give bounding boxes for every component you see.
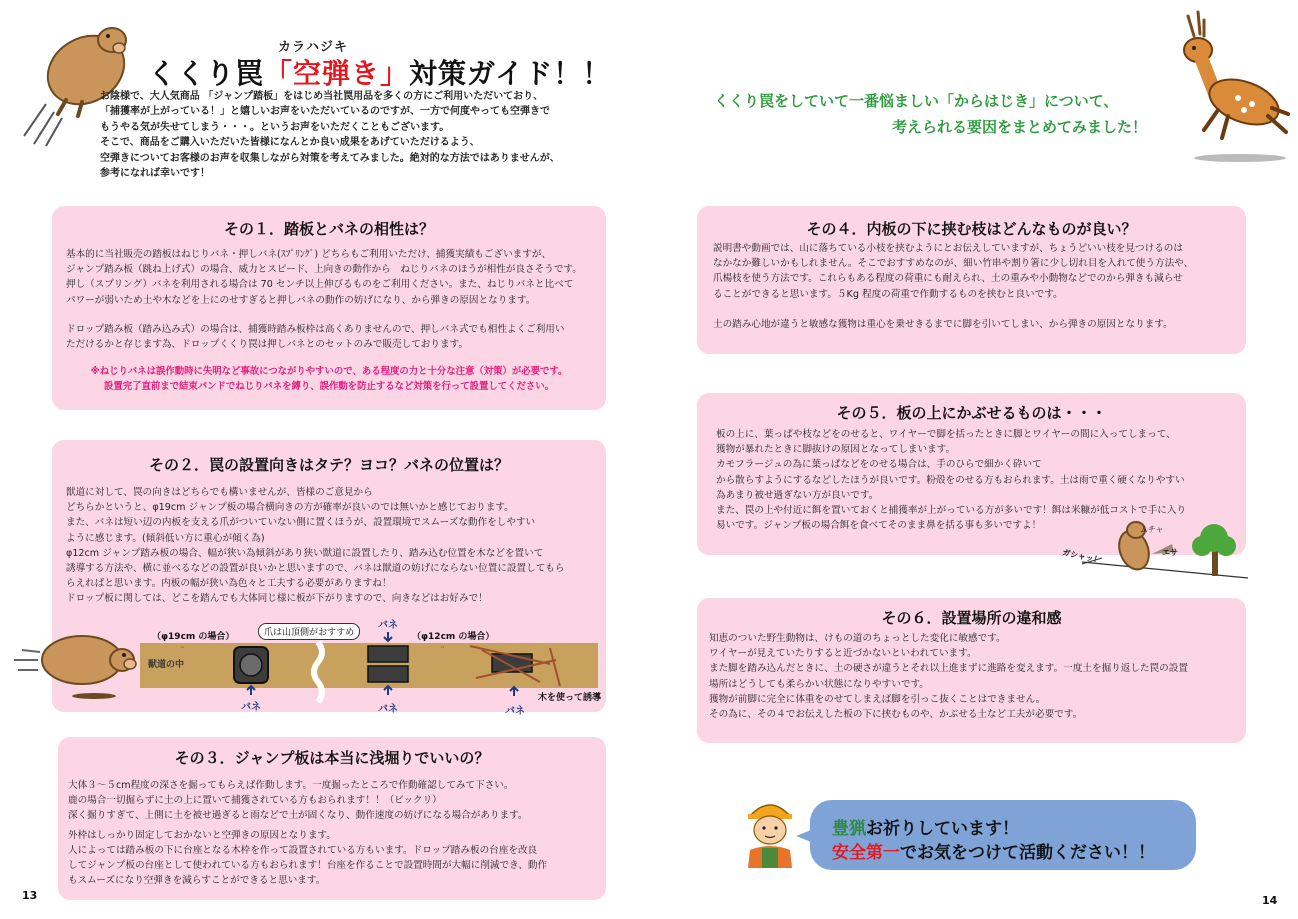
closing-speech-bubble: [810, 800, 1196, 870]
body-line: 外枠はしっかり固定しておかないと空弾きの原因となります。: [68, 829, 336, 841]
body-line: 基本的に当社販売の踏板はねじりバネ・押しバネ(ｽﾌﾟﾘﾝｸﾞ) どちらもご利用いただけ、捕獲実績もございますが、: [66, 249, 552, 260]
body-line: 土の踏み心地が違うと敏感な獲物は重心を乗せきるまでに脚を引いてしまい、から弾きの原因となります。: [713, 318, 1173, 330]
section-3-title: その３．ジャンプ板は本当に浅堀りでいいの？: [174, 749, 490, 767]
body-line: 人によっては踏み板の下に台座となる木枠を作って設置されている方もいます。ドロップ踏み板の台座を改良: [68, 844, 538, 856]
title-highlight: 「空弾き」: [264, 57, 410, 90]
section-6-body: [709, 631, 1188, 722]
title-part-2: 対策ガイド！！: [409, 57, 612, 90]
headline-line-2: 考えられる要因をまとめてみました！: [892, 118, 1148, 136]
munch-text: ムチャ: [1140, 525, 1164, 534]
bait-label: エサ: [1162, 548, 1178, 557]
body-line: カモフラージュの為に葉っぱなどをのせる場合は、手のひらで細かく砕いて: [716, 459, 1042, 471]
trap-12cm-b: [368, 666, 408, 682]
hunter-illustration: [740, 796, 800, 868]
body-line: また、罠の上や付近に餌を置いておくと捕獲率が上がっている方が多いです！餌は米糠が低コストで手に入り: [716, 505, 1187, 517]
intro-line: 「捕獲率が上がっている！」と嬉しいお声をいただいているのですが、一方で何度やっても空弾きで: [100, 106, 550, 118]
headline-line-1: くくり罠をしていて一番悩ましい「からはじき」について、: [714, 92, 1119, 110]
body-line: 大体３～５cm程度の深さを掘ってもらえば作動します。一度掘ったところで作動確認してみて下さい。: [68, 780, 514, 791]
body-line: 場所はどうしても柔らかい状態になりやすいです。: [709, 678, 929, 690]
section-1-card: [52, 206, 606, 410]
body-line: 鹿の場合一切掘らずに土の上に置いて捕獲されている方もおられます！！（ビックリ）: [68, 795, 442, 807]
sfx-text: ガシャッ！: [1061, 547, 1103, 566]
body-line: ることができると思います。５Kg 程度の荷重で作動するものを挟むと良いです。: [713, 288, 1063, 300]
bubble-line-1-text: お祈りしています！: [866, 819, 1019, 839]
bubble-line-1: [832, 814, 1019, 839]
section-6-title: その６．設置場所の違和感: [881, 609, 1062, 627]
body-line: ドロップ踏み板（踏み込み式）の場合は、捕獲時踏み板枠は高くありませんので、押しバネ式でも相性よくご利用い: [66, 323, 565, 335]
spring-label-1: バネ: [241, 702, 261, 713]
body-line: 獲物が前脚に完全に体重をのせてしまえば脚を引っこ抜くことはできません。: [709, 693, 1046, 705]
bubble-good-hunting: 豊猟: [832, 819, 866, 839]
section-1-warning: [52, 364, 606, 394]
body-line: どちらかというと、φ19cm ジャンプ板の場合横向きの方が確率が良いのでは無いかと感じております。: [66, 502, 514, 514]
title-ruby: カラハジキ: [278, 40, 349, 55]
section-4-body: [713, 241, 1193, 332]
spring-label-top: バネ: [378, 620, 398, 631]
page-title: [148, 52, 611, 92]
warning-line: ※ねじりバネは誤作動時に失明など事故につながりやすいので、ある程度の力と十分な注意（対策）が必要です。: [90, 366, 568, 377]
body-line: もスムーズになり空弾きを減らすことができると思います。: [68, 875, 326, 887]
body-line: してジャンプ板の台座として使われている方もおられます！台座を作ることで設置時間が大幅に削減でき、動作: [68, 860, 548, 872]
body-line: 獲物が暴れたときに脚抜けの原因となってしまいます。: [716, 444, 956, 456]
deer-jumping-illustration: [1168, 6, 1292, 166]
intro-line: もうやる気が失せてしまう・・・。というお声をいただくこともございます。: [100, 121, 450, 133]
body-line: なかなか難しいかもしれません。そこでおすすめなのが、細い竹串や割り箸に少し切れ目を入れて使う方法や、: [713, 258, 1194, 270]
body-line: 易いです。ジャンプ板の場合餌を食べてそのまま鼻を括る事も多いですよ！: [716, 520, 1042, 532]
spring-label-3: バネ: [505, 706, 525, 717]
body-line: らえればと思います。内板の幅が狭い為色々と工夫する必要がありますね！: [66, 578, 392, 590]
section-1-title: その１．踏板とバネの相性は？: [223, 220, 434, 238]
body-line: 深く掘りすぎて、上側に土を被せ過ぎると雨などで土が固くなり、動作速度の妨げになる場合があります。: [68, 810, 528, 822]
section-2-body: [66, 485, 565, 607]
body-line: 爪楊枝を使う方法です。これらもある程度の荷重にも耐えられ、土の重みや小動物などでのから弾きも減らせ: [713, 273, 1183, 285]
body-line: また脚を踏み込んだときに、土の硬さが違うとそれ以上進まずに進路を変えます。一度土を掘り返した罠の設置: [709, 663, 1188, 675]
body-line: また、バネは短い辺の内板を支える爪がついていない側に置くほうが、設置環境でスムーズな動作をしやすい: [66, 517, 536, 529]
figure-label-12cm: （φ12cm の場合）: [412, 632, 495, 642]
body-line: 説明書や動画では、山に落ちている小枝を挟むようにとお伝えしていますが、ちょうどいい枝を見つけるのは: [713, 243, 1183, 254]
section-6-card: [697, 598, 1246, 743]
body-line: 為あまり被せ過ぎない方が良いです。: [716, 489, 879, 501]
bubble-line-2-text: でお気をつけて活動ください！！: [900, 843, 1155, 863]
body-line: 知恵のついた野生動物は、けもの道のちょっとした変化に敏感です。: [709, 633, 1006, 644]
body-line: ワイヤーが見えていたりすると近づかないといわれています。: [709, 648, 977, 660]
bubble-safety-first: 安全第一: [832, 843, 900, 863]
body-line: 獣道に対して、罠の向きはどちらでも構いませんが、皆様のご意見から: [66, 487, 373, 498]
section-4-title: その４．内板の下に挟む枝はどんなものが良い？: [806, 220, 1137, 238]
body-line: その為に、その４でお伝えした板の下に挟むものや、かぶせる土など工夫が必要です。: [709, 709, 1083, 721]
body-line: 板の上に、葉っぱや枝などをのせると、ワイヤーで脚を括ったときに脚とワイヤーの間に入ってしまって、: [716, 429, 1176, 440]
intro-text: [100, 89, 620, 181]
spring-label-2: バネ: [378, 704, 398, 715]
intro-line: 空弾きについてお客様のお声を収集しながら対策を考えてみました。絶対的な方法ではありませんが、: [100, 152, 560, 164]
bubble-line-2: [832, 838, 1155, 863]
svg-text:ᐧᐧ: ᐧᐧ: [440, 643, 445, 652]
page-number-left: 13: [22, 889, 38, 902]
boar-running-illustration: [12, 620, 138, 700]
figure-label-19cm: （φ19cm の場合）: [152, 632, 235, 642]
intro-line: お陰様で、大人気商品 「ジャンプ踏板」をはじめ当社罠用品を多くの方にご利用いただいており、: [100, 91, 544, 102]
section-4-card: [697, 206, 1246, 354]
body-line: ただけるかと存じます為、ドロップくくり罠は押しバネとのセットのみで販売しております。: [66, 339, 468, 351]
section-1-body: [66, 247, 582, 352]
body-line: ジャンプ踏み板（跳ね上げ式）の場合、威力とスピード、上向きの動作から ねじりバネのほうが相性が良さそうです。: [66, 264, 582, 276]
warning-line: 設置完了直前まで結束バンドでねじりバネを縛り、誤作動を防止するなど対策を行って設置してください。: [103, 381, 554, 392]
section-2-title: その２．罠の設置向きはタテ？ヨコ？バネの位置は？: [148, 456, 509, 474]
bubble-tail: [796, 826, 816, 846]
trap-12cm-a: [368, 646, 408, 662]
intro-line: 参考になれば幸いです！: [100, 168, 210, 180]
section-3-body: [68, 778, 547, 888]
intro-line: そこで、商品をご購入いただいた皆様になんとか良い成果をあげていただけるよう、: [100, 137, 480, 149]
title-part-1: くくり罠: [148, 57, 265, 90]
figure-callout: 爪は山頂側がおすすめ: [258, 623, 360, 640]
body-line: 押し（スプリング）バネを利用される場合は 70 センチ以上伸びるものをご利用ください。また、ねじりバネと比べて: [66, 279, 574, 291]
svg-text:ᐧᐧ: ᐧᐧ: [180, 643, 185, 652]
section-5-title: その５．板の上にかぶせるものは・・・: [836, 404, 1107, 422]
body-line: ように感じます。(傾斜低い方に重心が傾く為): [66, 532, 265, 544]
body-line: 誘導する方法や、横に並べるなどの設置が良いかと思いますので、バネは獣道の妨げにならない位置に設置してもら: [66, 563, 565, 575]
animal-path-label: 獣道の中: [148, 660, 185, 670]
body-line: φ12cm ジャンプ踏み板の場合、幅が狭い為傾斜があり狭い獣道に設置したり、踏み込む位置を木などを置いて: [66, 547, 544, 559]
figure-guide-label: 木を使って誘導: [538, 693, 602, 703]
body-line: パワーが弱いため土や木などを上にのせすぎると押しバネの動作の妨げになり、から弾きの原因となります。: [66, 294, 536, 306]
section-3-card: [58, 737, 606, 900]
page-number-right: 14: [1262, 894, 1278, 907]
body-line: ドロップ板に関しては、どこを踏んでも大体同じ様に板が下がりますので、向きなどはお好みで！: [66, 593, 488, 605]
body-line: から散らすようにするなどしたほうが良いです。粉殻をのせる方もおられます。土は雨で重く硬くなりやすい: [716, 474, 1185, 486]
